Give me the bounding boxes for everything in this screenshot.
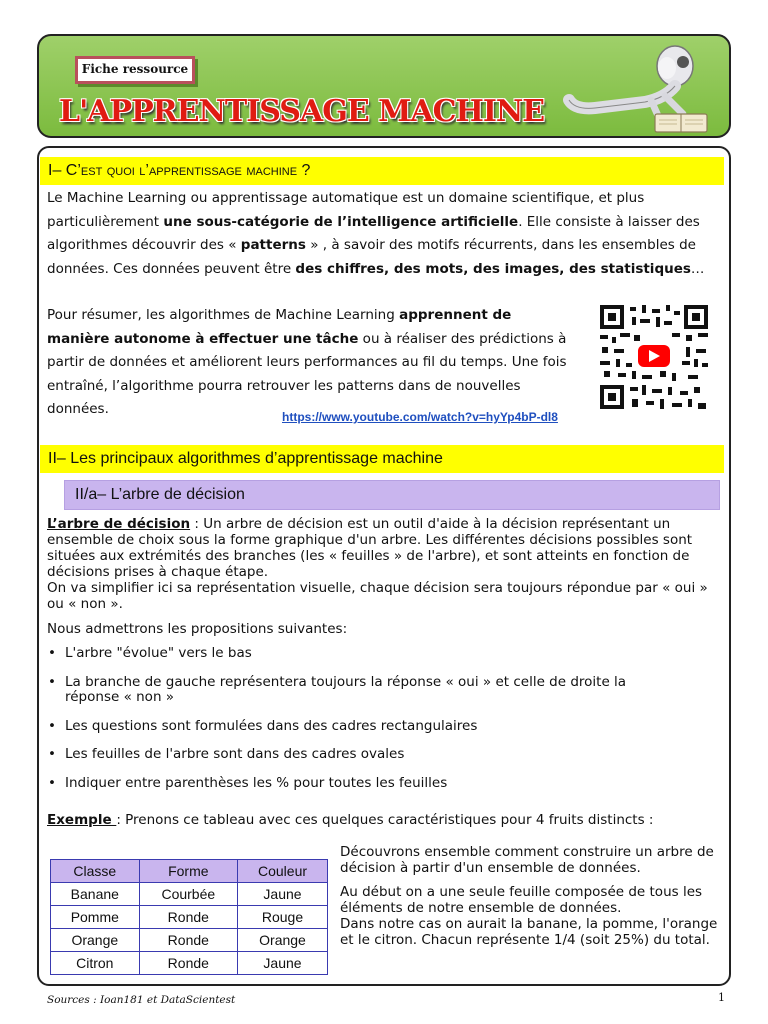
emphasis-data-types: des chiffres, des mots, des images, des statistiques — [295, 260, 691, 277]
footer-sources: Sources : Ioan181 et DataScientest — [47, 994, 236, 1006]
list-item: • Indiquer entre parenthèses les % pour toutes les feuilles — [48, 776, 698, 792]
emphasis-autonomous: apprennent de manière autonome à effectuer une tâche — [47, 307, 512, 347]
youtube-play-icon — [638, 345, 670, 367]
youtube-link[interactable]: https://www.youtube.com/watch?v=hyYp4bP-dl8 — [282, 410, 558, 424]
section-1-title: C’est quoi l’apprentissage machine — [65, 162, 298, 179]
table-cell: Ronde — [139, 952, 237, 975]
summary-paragraph: Pour résumer, les algorithmes de Machine Learning apprennent de manière autonome à effectuer une tâche ou à réaliser des prédictions à partir de données et améliorent leurs performances au fil du temps. Une fois entraîné, l’algorithme pourra retrouver les patterns dans de nouvelles données. — [47, 307, 567, 417]
table-header-row — [51, 860, 328, 883]
list-item: • L'arbre "évolue" vers le bas — [48, 646, 698, 662]
section-1-heading — [40, 157, 724, 185]
explanation-p3: Dans notre cas on aurait la banane, la pomme, l'orange et le citron. Chacun représente 1/4 (soit 25%) du total. — [340, 916, 718, 948]
propositions-list — [48, 646, 698, 791]
table-cell: Jaune — [238, 883, 328, 906]
table-cell: Orange — [51, 929, 140, 952]
header-banner — [37, 34, 731, 138]
list-item: • La branche de gauche représentera toujours la réponse « oui » et celle de droite la réponse « non » — [48, 675, 698, 706]
example-label: Exemple — [47, 812, 117, 828]
page-title: L'APPRENTISSAGE MACHINE — [59, 94, 545, 129]
table-cell: Rouge — [238, 906, 328, 929]
section-1-title-end: ? — [297, 162, 311, 179]
table-cell: Banane — [51, 883, 140, 906]
table-header: Forme — [139, 860, 237, 883]
explanation-right — [340, 844, 720, 948]
table-cell: Citron — [51, 952, 140, 975]
example-line: Exemple : Prenons ce tableau avec ces quelques caractéristiques pour 4 fruits distincts : — [47, 812, 654, 828]
table-cell: Orange — [238, 929, 328, 952]
table-cell: Courbée — [139, 883, 237, 906]
table-row — [51, 929, 328, 952]
explanation-p2: Au début on a une seule feuille composée de tous les éléments de notre ensemble de données. — [340, 884, 703, 916]
table-row — [51, 883, 328, 906]
qr-code-icon[interactable] — [598, 303, 710, 411]
robot-illustration-icon — [555, 38, 715, 138]
propositions-intro: Nous admettrons les propositions suivantes: — [47, 621, 348, 637]
table-header: Couleur — [238, 860, 328, 883]
table-row — [51, 906, 328, 929]
list-item: • Les feuilles de l'arbre sont dans des cadres ovales — [48, 747, 698, 763]
explanation-p1: Découvrons ensemble comment construire un arbre de décision à partir d'un ensemble de données. — [340, 844, 714, 876]
emphasis-patterns: patterns — [240, 237, 306, 253]
simplify-note: On va simplifier ici sa représentation visuelle, chaque décision sera toujours répondue par « oui » ou « non ». — [47, 580, 708, 612]
decision-tree-definition: L’arbre de décision : Un arbre de décision est un outil d'aide à la décision représentant un ensemble de choix sous la forme graphique d'un arbre. Les différentes décisions possibles sont situées aux extrémités des branches (les « feuilles » de l'arbre), et sont atteints en fonction de décisions prises à chaque étape. On va simplifier ici sa représentation visuelle, chaque décision sera toujours répondue par « oui » ou « non ». — [47, 516, 708, 612]
table-cell: Ronde — [139, 906, 237, 929]
emphasis-ai-subcategory: une sous-catégorie de l’intelligence artificielle — [163, 213, 519, 230]
section-1-number: I– — [48, 162, 66, 179]
table-cell: Ronde — [139, 929, 237, 952]
table-cell: Jaune — [238, 952, 328, 975]
page-number: 1 — [718, 991, 725, 1004]
resource-tag: Fiche ressource — [75, 56, 195, 84]
list-item: • Les questions sont formulées dans des cadres rectangulaires — [48, 719, 698, 735]
fruits-table — [50, 859, 328, 975]
table-header: Classe — [51, 860, 140, 883]
table-cell: Pomme — [51, 906, 140, 929]
table-row — [51, 952, 328, 975]
definition-term: L’arbre de décision — [47, 516, 191, 532]
intro-paragraph: Le Machine Learning ou apprentissage automatique est un domaine scientifique, et plus particulièrement une sous-catégorie de l’intelligence artificielle. Elle consiste à laisser des algorithmes découvrir des « patterns » , à savoir des motifs récurrents, dans les ensembles de données. Ces données peuvent être des chiffres, des mots, des images, des statistiques… — [47, 190, 705, 277]
section-2-heading: II– Les principaux algorithmes d’apprentissage machine — [40, 445, 724, 473]
subsection-a-heading: II/a– L’arbre de décision — [64, 480, 720, 510]
